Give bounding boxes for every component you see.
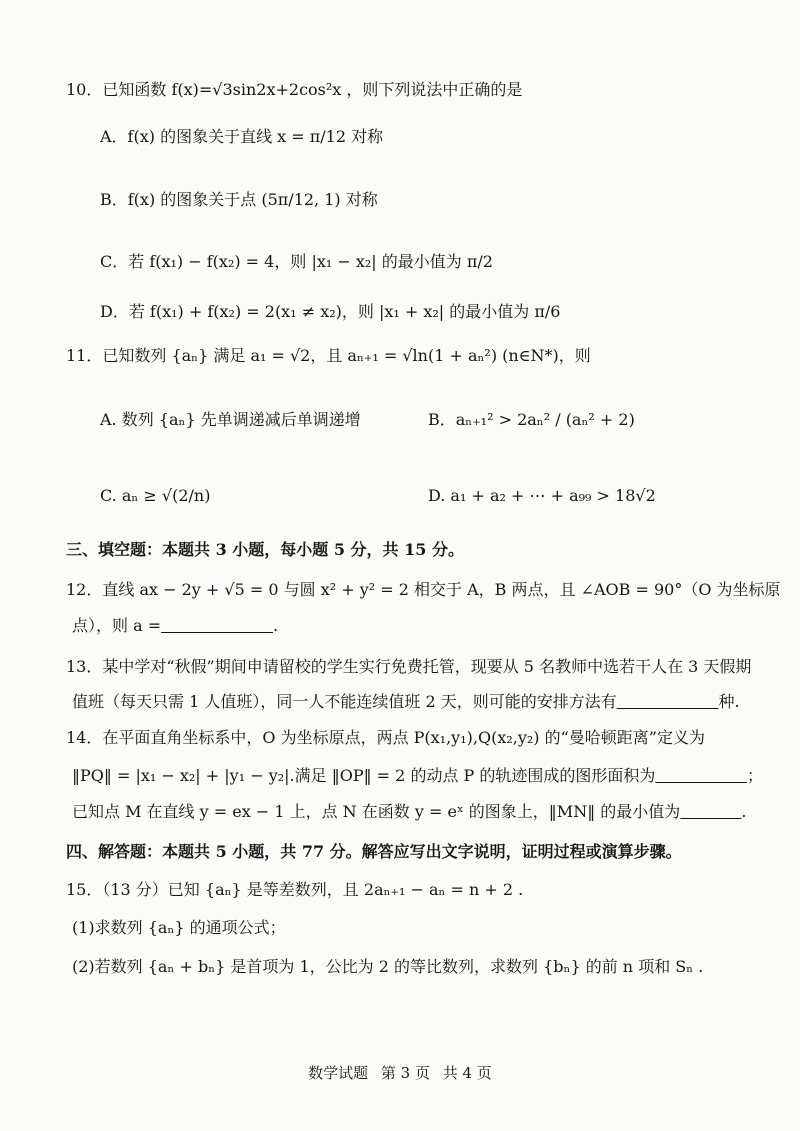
q11-option-d: D. a₁ + a₂ + ⋯ + a₉₉ > 18√2	[428, 486, 656, 505]
q12-line-2	[72, 614, 278, 638]
q10-option-a: A．f(x) 的图象关于直线 x = π/12 对称	[100, 127, 384, 146]
q11-option-b: B．aₙ₊₁² > 2aₙ² / (aₙ² + 2)	[428, 410, 635, 429]
q11-option-c: C. aₙ ≥ √(2/n)	[100, 486, 211, 505]
q14-line-3-text: 已知点 M 在直线 y = ex − 1 上，点 N 在函数 y = eˣ 的图象上，‖MN‖ 的最小值为	[72, 802, 681, 821]
section-3-heading: 三、填空题：本题共 3 小题，每小题 5 分，共 15 分。	[66, 540, 464, 559]
q14-answer-blank-2[interactable]	[680, 802, 741, 821]
q10-option-c: C．若 f(x₁) − f(x₂) = 4，则 |x₁ − x₂| 的最小值为 π/2	[100, 252, 493, 271]
q10-option-d: D．若 f(x₁) + f(x₂) = 2(x₁ ≠ x₂)，则 |x₁ + x₂| 的最小值为 π/6	[100, 302, 561, 321]
footer-page-number: 第 3 页	[380, 1064, 430, 1082]
section-4-heading: 四、解答题：本题共 5 小题，共 77 分。解答应写出文字说明，证明过程或演算步骤。	[66, 842, 682, 861]
q15-part-2: (2)若数列 {aₙ + bₙ} 是首项为 1，公比为 2 的等比数列，求数列 {bₙ} 的前 n 项和 Sₙ .	[72, 957, 704, 976]
q11-option-a: A. 数列 {aₙ} 先单调递减后单调递增	[100, 410, 361, 429]
q14-line-2-text: ‖PQ‖ = |x₁ − x₂| + |y₁ − y₂|.满足 ‖OP‖ = 2 的动点 P 的轨迹围成的图形面积为	[72, 766, 656, 785]
q14-line-3-end: .	[741, 802, 747, 821]
q10-option-b: B．f(x) 的图象关于点 (5π/12, 1) 对称	[100, 190, 378, 209]
footer-total-pages: 共 4 页	[442, 1064, 492, 1082]
q11-stem: 11．已知数列 {aₙ} 满足 a₁ = √2，且 aₙ₊₁ = √ln(1 + aₙ²) (n∈N*)，则	[66, 346, 591, 365]
q13-line-1: 13．某中学对“秋假”期间申请留校的学生实行免费托管，现要从 5 名教师中选若干人在 3 天假期	[66, 657, 752, 676]
q12-line-2-end: .	[273, 616, 279, 635]
q14-line-2-end: ；	[746, 766, 763, 785]
q14-line-1: 14．在平面直角坐标系中，O 为坐标原点，两点 P(x₁,y₁),Q(x₂,y₂) 的“曼哈顿距离”定义为	[66, 728, 705, 747]
q12-line-2-text: 点），则 a =	[72, 616, 162, 635]
q10-stem: 10．已知函数 f(x)=√3sin2x+2cos²x ，则下列说法中正确的是	[66, 80, 523, 99]
q14-answer-blank-1[interactable]	[655, 766, 747, 785]
footer-subject: 数学试题	[308, 1064, 369, 1082]
q13-line-2	[72, 690, 740, 714]
page-footer	[0, 1063, 800, 1083]
q15-part-1: (1)求数列 {aₙ} 的通项公式；	[72, 918, 286, 937]
q14-line-3	[72, 800, 746, 824]
q13-line-2-text: 值班（每天只需 1 人值班），同一人不能连续值班 2 天，则可能的安排方法有	[72, 692, 617, 711]
q14-line-2	[72, 764, 763, 788]
q15-stem: 15．（13 分）已知 {aₙ} 是等差数列，且 2aₙ₊₁ − aₙ = n + 2 .	[66, 880, 524, 899]
q13-answer-blank[interactable]	[617, 692, 719, 711]
q13-line-2-end: 种.	[718, 692, 740, 711]
q12-line-1: 12．直线 ax − 2y + √5 = 0 与圆 x² + y² = 2 相交于 A，B 两点，且 ∠AOB = 90°（O 为坐标原	[66, 580, 781, 599]
q12-answer-blank[interactable]	[161, 616, 273, 635]
